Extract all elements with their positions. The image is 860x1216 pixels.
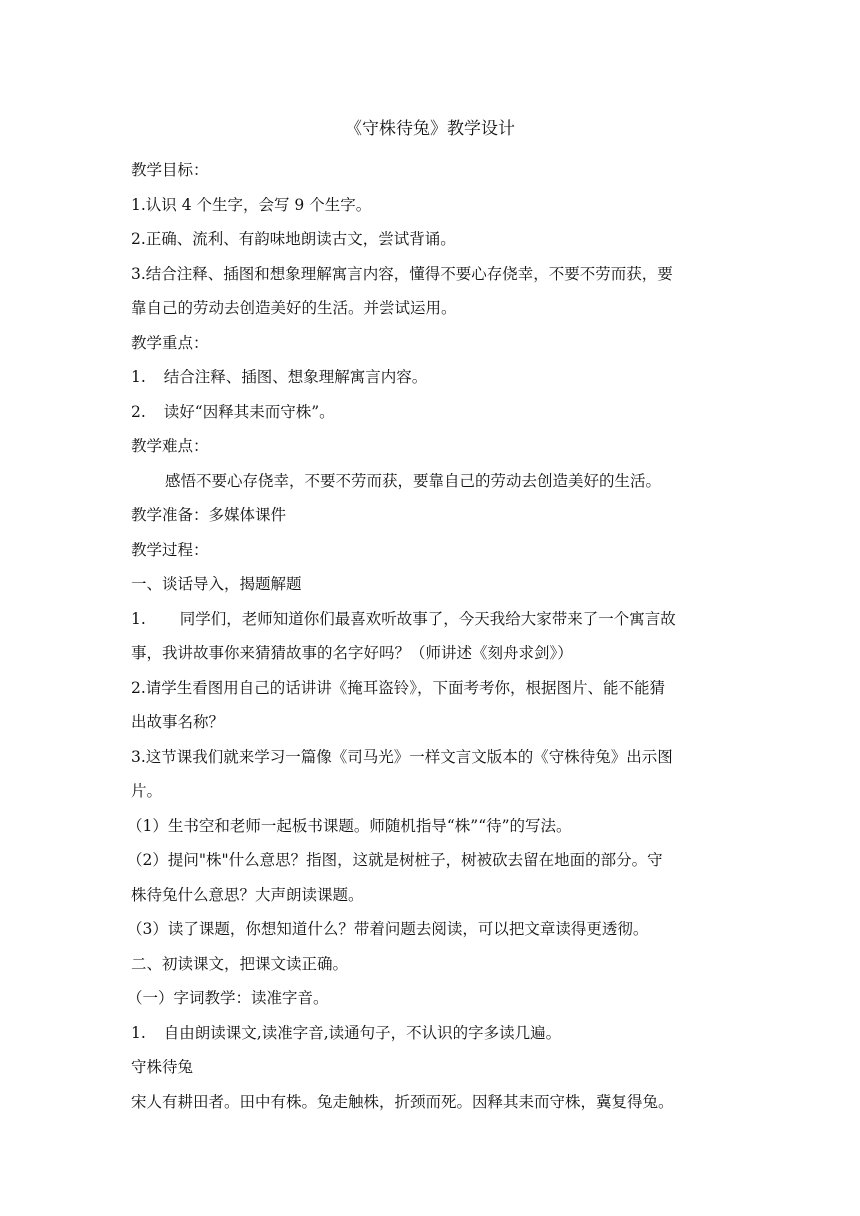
objective-item: 3.结合注释、插图和想象理解寓言内容，懂得不要心存侥幸，不要不劳而获，要 xyxy=(131,264,673,283)
process-item: 3.这节课我们就来学习一篇像《司马光》一样文言文版本的《守株待兔》出示图 xyxy=(131,747,673,766)
objectives-heading: 教学目标： xyxy=(131,161,209,179)
process-item-text: 同学们，老师知道你们最喜欢听故事了，今天我给大家带来了一个寓言故 xyxy=(179,609,676,628)
process-item xyxy=(131,1016,731,1051)
key-point-item xyxy=(131,360,731,395)
sub-item-continuation: 株待兔什么意思？大声朗读课题。 xyxy=(131,885,364,904)
objective-item: 2.正确、流利、有韵味地朗读古文，尝试背诵。 xyxy=(131,230,456,248)
objective-item-continuation: 靠自己的劳动去创造美好的生活。并尝试运用。 xyxy=(131,299,457,317)
sub-item: （1）生书空和老师一起板书课题。师随机指导“株”“待”的写法。 xyxy=(127,816,572,835)
document-title: 《守株待兔》教学设计 xyxy=(345,119,515,139)
classical-text-body: 宋人有耕田者。田中有株。兔走触株，折颈而死。因释其耒而守株，冀复得兔。 xyxy=(131,1092,674,1111)
process-item xyxy=(131,602,731,637)
preparation-line: 教学准备：多媒体课件 xyxy=(131,506,287,524)
difficulties-heading: 教学难点： xyxy=(131,437,209,455)
classical-text-title: 守株待兔 xyxy=(131,1058,194,1076)
process-item-continuation: 事，我讲故事你来猜猜故事的名字好吗？（师讲述《刻舟求剑》） xyxy=(131,644,573,662)
process-item: 2.请学生看图用自己的话讲讲《掩耳盗铃》，下面考考你，根据图片、能不能猜 xyxy=(131,678,666,697)
section-title: 一、谈话导入，揭题解题 xyxy=(131,575,302,593)
key-points-heading: 教学重点： xyxy=(131,333,209,352)
key-point-text: 读好“因释其耒而守株”。 xyxy=(163,402,335,421)
key-point-text: 结合注释、插图、想象理解寓言内容。 xyxy=(163,368,428,386)
sub-item: （3）读了课题，你想知道什么？带着问题去阅读，可以把文章读得更透彻。 xyxy=(127,920,649,938)
process-item-continuation: 片。 xyxy=(131,782,163,800)
key-point-item xyxy=(131,395,731,430)
key-point-number: 2. xyxy=(131,402,146,421)
section-title: 二、初读课文，把课文读正确。 xyxy=(131,954,349,973)
key-point-number: 1. xyxy=(131,368,146,386)
process-item-continuation: 出故事名称？ xyxy=(131,713,225,731)
document-body xyxy=(127,153,731,1119)
process-item-number: 1. xyxy=(131,609,146,628)
sub-item: （2）提问"株"什么意思？指图，这就是树桩子，树被砍去留在地面的部分。守 xyxy=(127,851,663,869)
process-item-text: 自由朗读课文,读准字音,读通句子，不认识的字多读几遍。 xyxy=(163,1023,562,1042)
difficulties-text: 感悟不要心存侥幸，不要不劳而获，要靠自己的劳动去创造美好的生活。 xyxy=(165,471,662,490)
process-heading: 教学过程： xyxy=(131,540,209,559)
process-item-number: 1. xyxy=(131,1023,146,1042)
objective-item: 1.认识 4 个生字，会写 9 个生字。 xyxy=(131,195,372,214)
sub-section-title: （一）字词教学：读准字音。 xyxy=(127,989,329,1007)
